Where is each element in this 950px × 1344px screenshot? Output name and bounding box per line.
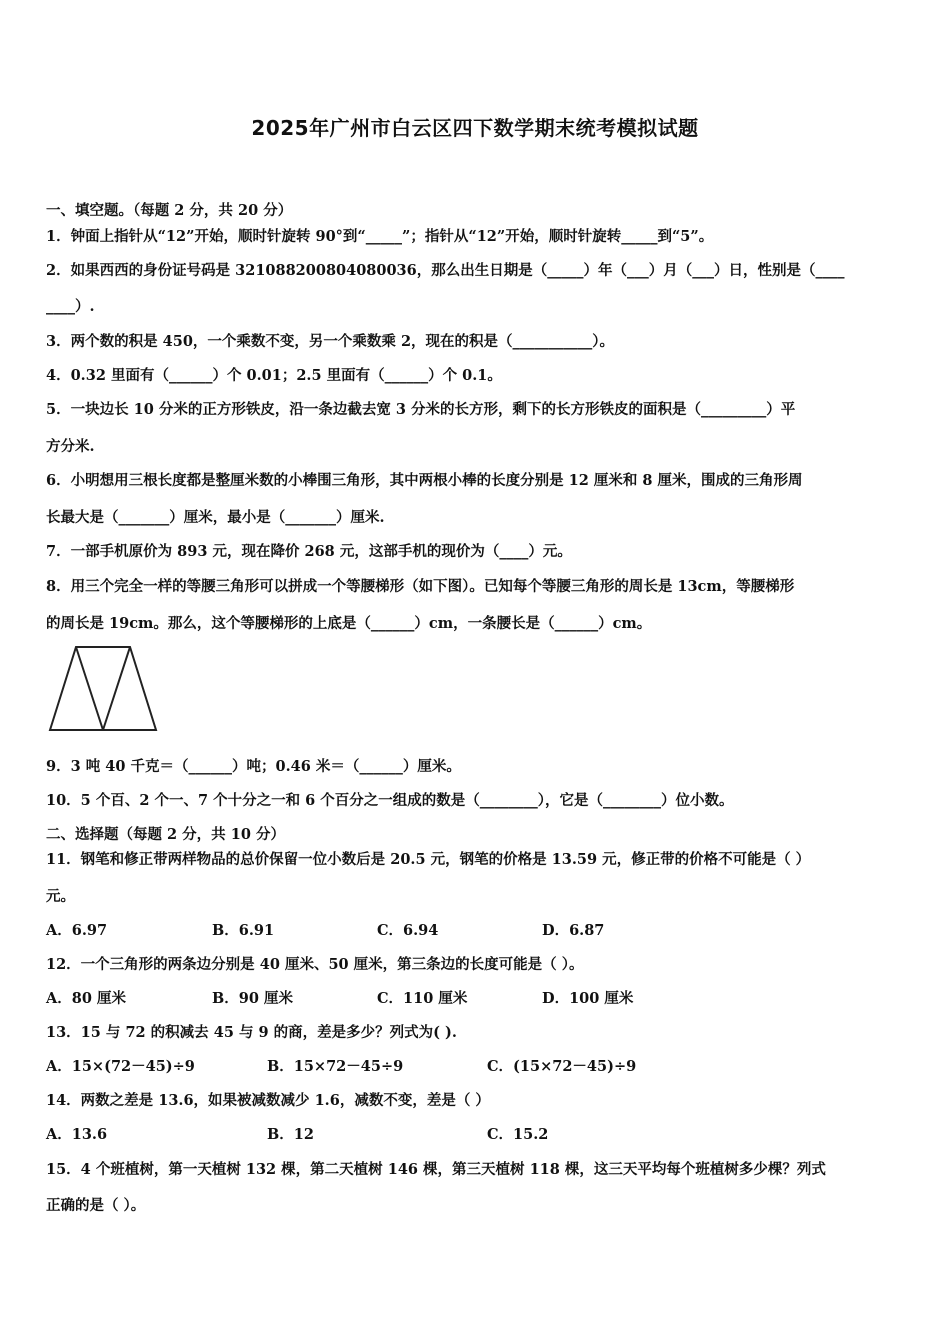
question-2-line-1: 2．如果西西的身份证号码是 321088200804080036，那么出生日期是（_____）年（___）月（___）日，性别是（____ bbox=[46, 262, 845, 279]
q12-option-d: D．100 厘米 bbox=[542, 990, 634, 1007]
question-11-line-1: 11．钢笔和修正带两样物品的总价保留一位小数后是 20.5 元，钢笔的价格是 13.59 元，修正带的价格不可能是（ ） bbox=[46, 851, 811, 868]
q11-option-c: C．6.94 bbox=[377, 922, 439, 939]
section-heading-fill-blank: 一、填空题。（每题 2 分，共 20 分） bbox=[46, 202, 293, 219]
question-4: 4．0.32 里面有（______）个 0.01；2.5 里面有（______）个 0.1。 bbox=[46, 367, 502, 384]
q12-option-b: B．90 厘米 bbox=[212, 990, 293, 1007]
question-7: 7．一部手机原价为 893 元，现在降价 268 元，这部手机的现价为（____）元。 bbox=[46, 543, 572, 560]
trapezoid-inner-line-left bbox=[76, 647, 103, 730]
q11-option-a: A．6.97 bbox=[46, 922, 108, 939]
section-heading-choice: 二、选择题（每题 2 分，共 10 分） bbox=[46, 826, 285, 843]
question-6-line-2: 长最大是（_______）厘米，最小是（_______）厘米. bbox=[46, 509, 385, 526]
question-3: 3．两个数的积是 450，一个乘数不变，另一个乘数乘 2，现在的积是（___________）。 bbox=[46, 333, 615, 350]
trapezoid-inner-line-right bbox=[103, 647, 130, 730]
question-14: 14．两数之差是 13.6，如果被减数减少 1.6，减数不变，差是（ ） bbox=[46, 1092, 490, 1109]
question-2-line-2: ____）. bbox=[46, 298, 95, 315]
q14-option-c: C．15.2 bbox=[487, 1126, 549, 1143]
question-12: 12．一个三角形的两条边分别是 40 厘米、50 厘米，第三条边的长度可能是（ ）。 bbox=[46, 956, 584, 973]
q14-option-a: A．13.6 bbox=[46, 1126, 108, 1143]
question-15-line-1: 15．4 个班植树，第一天植树 132 棵，第二天植树 146 棵，第三天植树 118 棵，这三天平均每个班植树多少棵？列式 bbox=[46, 1161, 826, 1178]
question-5-line-1: 5．一块边长 10 分米的正方形铁皮，沿一条边截去宽 3 分米的长方形，剩下的长方形铁皮的面积是（_________）平 bbox=[46, 401, 796, 418]
question-8-line-2: 的周长是 19cm。那么，这个等腰梯形的上底是（______）cm，一条腰长是（______）cm。 bbox=[46, 615, 652, 632]
page-title: 2025年广州市白云区四下数学期末统考模拟试题 bbox=[251, 116, 699, 140]
q12-option-a: A．80 厘米 bbox=[46, 990, 126, 1007]
q13-option-b: B．15×72－45÷9 bbox=[267, 1058, 404, 1075]
trapezoid-figure bbox=[46, 644, 161, 734]
question-10: 10．5 个百、2 个一、7 个十分之一和 6 个百分之一组成的数是（________），它是（________）位小数。 bbox=[46, 792, 734, 809]
question-8-line-1: 8．用三个完全一样的等腰三角形可以拼成一个等腰梯形（如下图）。已知每个等腰三角形的周长是 13cm，等腰梯形 bbox=[46, 578, 795, 595]
question-15-line-2: 正确的是（ ）。 bbox=[46, 1197, 146, 1214]
question-13: 13．15 与 72 的积减去 45 与 9 的商，差是多少？列式为( ). bbox=[46, 1024, 457, 1041]
q13-option-c: C．(15×72－45)÷9 bbox=[487, 1058, 637, 1075]
question-6-line-1: 6．小明想用三根长度都是整厘米数的小棒围三角形，其中两根小棒的长度分别是 12 厘米和 8 厘米，围成的三角形周 bbox=[46, 472, 803, 489]
q14-option-b: B．12 bbox=[267, 1126, 314, 1143]
q12-option-c: C．110 厘米 bbox=[377, 990, 468, 1007]
question-9: 9．3 吨 40 千克＝（______）吨；0.46 米＝（______）厘米。 bbox=[46, 758, 461, 775]
q11-option-d: D．6.87 bbox=[542, 922, 605, 939]
trapezoid-outline bbox=[50, 647, 156, 730]
question-11-line-2: 元。 bbox=[46, 888, 75, 905]
question-5-line-2: 方分米. bbox=[46, 438, 95, 455]
question-1: 1．钟面上指针从“12”开始，顺时针旋转 90°到“_____”；指针从“12”开始，顺时针旋转_____到“5”。 bbox=[46, 228, 714, 245]
q11-option-b: B．6.91 bbox=[212, 922, 275, 939]
q13-option-a: A．15×(72－45)÷9 bbox=[46, 1058, 195, 1075]
